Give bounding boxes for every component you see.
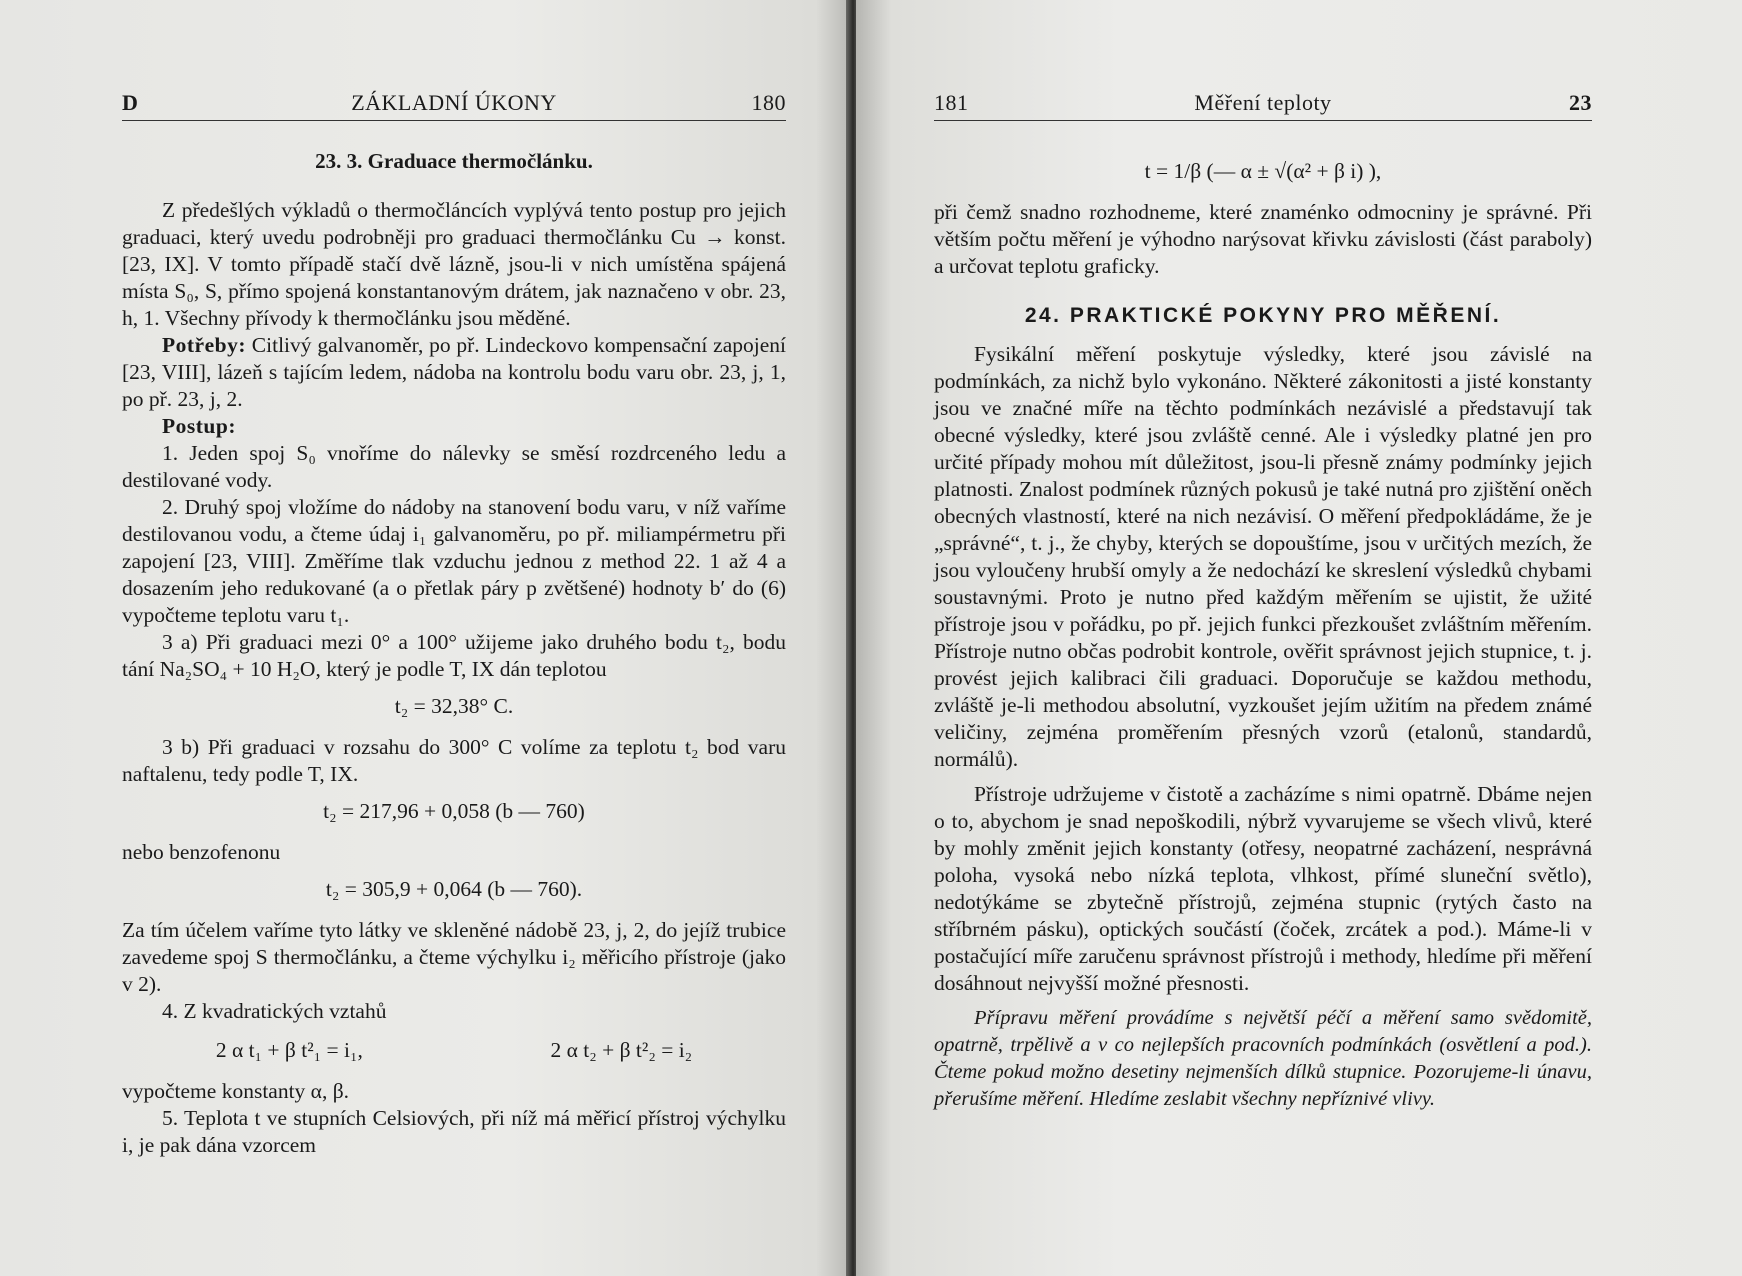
- chapter-number: 23: [1569, 90, 1592, 115]
- running-title: ZÁKLADNÍ ÚKONY: [351, 90, 557, 115]
- step-4-end: vypočteme konstanty α, β.: [122, 1079, 350, 1103]
- needs-text: Citlivý galvanoměr, po př. Lindeckovo kompensační zapojení [23, VIII], lázeň s tajícím ledem, nádoba na kontrolu bodu varu obr. 23, j, 1, po př. 23, j, 2.: [122, 333, 787, 411]
- section-title: 24. PRAKTICKÉ POKYNY PRO MĚŘENÍ.: [1024, 304, 1502, 327]
- formula-pair: [122, 1037, 786, 1064]
- subheading: 23. 3. Graduace thermočlánku.: [315, 149, 593, 173]
- formula-3b-2: t₂ = 305,9 + 0,064 (b — 760).: [325, 877, 583, 901]
- procedure-label: Postup:: [162, 414, 236, 438]
- step-2: 2. Druhý spoj vložíme do nádoby na stanovení bodu varu, v níž vaříme destilovanou vodu, a čteme údaj i₁ galvanoměru, po př. miliampérmetru při zapojení [23, VIII]. Změříme tlak vzduchu jednou z method 22. 1 až 4 a dosazením jeho redukované (a o přetlak páry p zvětšené) hodnoty b′ do (6) vypočteme teplotu varu t₁.: [122, 495, 786, 627]
- section-letter: D: [122, 90, 139, 115]
- temperature-formula: t = 1/β (— α ± √(α² + β i) ),: [1144, 159, 1382, 183]
- after-formula-paragraph: Za tím účelem vaříme tyto látky ve skleněné nádobě 23, j, 2, do jejíž trubice zavedeme spoj S thermočlánku, a čteme výchylku i₂ měřicího přístroje (jako v 2).: [122, 918, 786, 996]
- formula-4b: 2 α t₂ + β t²₂ = i₂: [550, 1038, 693, 1062]
- step-1: 1. Jeden spoj S₀ vnoříme do nálevky se směsí rozdrceného ledu a destilované vody.: [122, 441, 786, 492]
- needs-label: Potřeby:: [162, 333, 246, 357]
- step-5: 5. Teplota t ve stupních Celsiových, při níž má měřicí přístroj výchylku i, je pak dána vzorcem: [122, 1106, 786, 1157]
- paragraph-1: při čemž snadno rozhodneme, které znaménko odmocniny je správné. Při větším počtu měření je výhodno narýsovat křivku závislosti (část paraboly) a určovat teplotu graficky.: [934, 200, 1592, 278]
- right-page-body: [934, 148, 1592, 1113]
- formula-3a: t₂ = 32,38° C.: [394, 694, 514, 718]
- formula-3b: t₂ = 217,96 + 0,058 (b — 760): [323, 799, 585, 823]
- running-title: Měření teploty: [1194, 90, 1332, 115]
- step-3b: 3 b) Při graduaci v rozsahu do 300° C volíme za teplotu t₂ bod varu naftalenu, tedy podle T, IX.: [122, 735, 786, 786]
- right-page-header: [934, 90, 1592, 121]
- step-4: 4. Z kvadratických vztahů: [162, 999, 387, 1023]
- step-3a: 3 a) Při graduaci mezi 0° a 100° užijeme jako druhého bodu t₂, bodu tání Na₂SO₄ + 10 H₂O, který je podle T, IX dán teplotou: [122, 630, 786, 681]
- page-number: 180: [751, 90, 786, 115]
- needs-paragraph: [122, 332, 786, 413]
- page-number-left: 181: [934, 90, 969, 115]
- right-page: [856, 0, 1742, 1276]
- left-page-body: [122, 148, 786, 1159]
- procedure-label-line: [122, 413, 786, 440]
- formula-4a: 2 α t₁ + β t²₁ = i₁,: [215, 1038, 363, 1062]
- paragraph-3: Přístroje udržujeme v čistotě a zacházíme s nimi opatrně. Dbáme nejen o to, abychom je snad nepoškodili, nýbrž vyvarujeme se všech vlivů, které by mohly změnit jejich konstanty (otřesy, neopatrné zacházení, nesprávná poloha, vysoká nebo nízká teplota, vlhkost, přímé sluneční světlo), nedotýkáme se zbytečně přístrojů, zejména stupnic (rytých často na stříbrném pásku), optických součástí (čoček, zrcátek a pod.). Máme-li v postačující míře zaručenu správnost přístrojů i methody, hledíme při měření dosáhnout nejvyšší možné přesnosti.: [934, 782, 1592, 995]
- paragraph-4: Přípravu měření provádíme s největší péčí a měření samo svědomitě, opatrně, trpělivě a v co nejlepších pracovních podmínkách (osvětlení a pod.). Čteme pokud možno desetiny nejmenších dílků stupnice. Pozorujeme-li únavu, přerušíme měření. Hledíme zeslabit všechny nepříznivé vlivy.: [934, 1007, 1592, 1110]
- or-text: nebo benzofenonu: [122, 840, 281, 864]
- intro-paragraph: Z předešlých výkladů o thermočláncích vyplývá tento postup pro jejich graduaci, který uvedu podrobněji pro graduaci thermočlánku Cu → konst. [23, IX]. V tomto případě stačí dvě lázně, jsou-li v nich umístěna spájená místa S₀, S, přímo spojená konstantanovým drátem, jak naznačeno v obr. 23, h, 1. Všechny přívody k thermočlánku jsou měděné.: [122, 198, 786, 330]
- left-page: [0, 0, 850, 1276]
- paragraph-2: Fysikální měření poskytuje výsledky, které jsou závislé na podmínkách, za nichž bylo vykonáno. Některé zákonitosti a jisté konstanty jsou ve značné míře na těchto podmínkách nezávislé a představují tak obecné výsledky, které jsou zvláště cenné. Ale i výsledky platné jen pro určité případy mohou mít důležitost, jsou-li přesně známy podmínky jejich platnosti. Znalost podmínek různých pokusů je také nutná pro zjištění oněch obecných vlastností, které na nich nezávisí. O měření předpokládáme, že je „správné“, t. j., že chyby, kterých se dopouštíme, jsou v určitých mezích, že jsou vyloučeny hrubší omyly a že nedochází ke skreslení výsledků chybami soustavnými. Proto je nutno před každým měřením se ujistit, že užité přístroje jsou v pořádku, po př. jejich funkci přezkoušet zvláštním měřením. Přístroje nutno občas podrobit kontrole, ověřit správnost jejich stupnice, t. j. provést jejich kalibraci čili graduaci. Doporučuje se každou methodu, zvláště je-li methodou absolutní, vyzkoušet jejím užitím na předem známé veličiny, zejména proměřením přesných vzorů (etalonů, standardů, normálů).: [934, 342, 1592, 771]
- left-page-header: [122, 90, 786, 121]
